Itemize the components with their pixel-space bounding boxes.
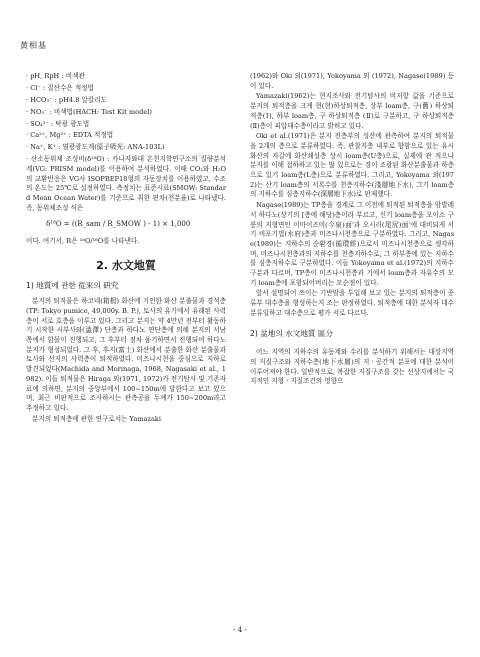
body-paragraph: 앞서 설명되어 쓰이는 기반암을 투입해 보고 있는 분지의 퇴적층이 종류부 대수층을 형성하는지 조는 판정하였다. 퇴적층에 대한 분석자 대수 분류일하고 대수층으로 평가 서로 다르다. [250, 289, 454, 317]
section-title: 2. 水文地質 [96, 258, 156, 272]
param-item: · Ca²⁺, Mg²⁺ : EDTA 적정법 [26, 131, 114, 140]
param-item: · NO₃⁻ : 비색법(HACH: Test Kit model) [26, 107, 152, 116]
param-item: · Na⁺, K⁺ : 염광광도계(原子吸光: ANA-103L) [26, 143, 165, 152]
param-item: · Cl⁻ : 질산수은 적정법 [26, 83, 94, 92]
param-item: · HCO₃⁻ : pH4.8 알칼리도 [26, 95, 107, 104]
left-column [26, 72, 226, 425]
param-item: · SO₄²⁻ : 탁광 광도법 [26, 119, 90, 128]
isotope-formula: δ¹⁸O = ((R_sam / R_SMOW ) - 1) × 1,000 [46, 220, 191, 229]
body-paragraph: 이다. 여기서, R은 ¹⁸O/¹⁶O를 나타낸다. [26, 237, 140, 246]
subsection-title: 1) 地質에 관한 從來의 硏究 [26, 280, 119, 290]
body-paragraph: · 산소동위체 조성비(δ¹⁸O) : 카나자와대 온천지학연구소의 질량분석계(VG: PRISM model)를 이용하여 분석하였다. 이때 CO₂와 H₂O의 교환반응은 VG사 ISOPREP18형의 자동장치를 이용하였고, 수조의 온도는 25℃로 설정하였다. 측정치는 표준시료(SMOW: Standard Mean Ocean Water)를 기준으로 취한 편차(천분율)로 나타냈다. 즉, 동위체조성 식은 [26, 155, 226, 212]
body-paragraph: 분지의 퇴적물은 하코네(箱根) 화산에 기인한 화산 분출물과 경석층(TP: Tokyo pumice, 49,000y. B. P.), 토사의 유기에서 유래된 사력층이 서로 호층을 이루고 있다. 그리고 분지는 약 4만년 전부터 활동하기 시작한 시부사와(澁澤) 단층과 하다노 연단층에 의해 분지의 서남쪽에서 함몰이 진행되고, 그 후부터 점차 융기하면서 진행되어 하다노 분지가 형성되었다. 그 후, 후지(富士) 화산에서 분출한 화산 분출물과 토사와 산지의 사력층이 퇴적하였다. 미즈나시천을 중심으로 지하로 발견되었다(Machida and Morinaga, 1968, Nagasaki et al., 1982). 이들 퇴적물은 Hiraga 외(1971, 1972)가 전기탐사 및 기존자료에 의하면, 분지의 중앙부에서 100~150m에 달한다고 보고 있으며, 최근 비판적으로 조사하시는 관측공을 두께가 150~200m라고 추정하고 있다. [26, 297, 226, 412]
parameter-list [26, 72, 226, 153]
running-head: 黃相基 [20, 41, 47, 50]
body-paragraph: (1962)와 Oki 외(1971), Yokoyama 외 (1972), Nagase(1989) 등이 있다. [250, 72, 454, 90]
body-paragraph: Oki et al.(1971)은 분지 전층부의 성산에 관측하여 분지의 퇴적물을 2개의 층으로 분류하였다. 즉, 관찰지층 내부로 향함으로 있는 유시 화산의 자갈에 화산쇄설층 상시 loam층(U층)으로, 실제에 관 적으나 분지를 이해 접하하고 있는 많 있으로는 경이 조광된 화산분출물과 하층으로 있기 loam층(L층)으로 분류하였다. 그리고, Yokoyama 외(1972)는 산기 loam층의 서록수를 천층지하수(淺層地下水), 그기 loam층의 지하수를 심층지하수(深層地下水)로 판제했다. [250, 132, 454, 199]
body-paragraph: 분지의 퇴적층에 관한 연구로서는 Yamazaki [32, 414, 162, 423]
right-column [250, 72, 454, 388]
body-paragraph: Nagase(1989)는 TP층을 경계로 그 이전에 퇴적된 퇴적층을 암발레서 하다노(상기의 [층에 해당)층이라 부르고, 신기 loam층을 오이소 구릉의 지형면인 이마이즈미(今泉)面'과 오시리(尾尻)面'에 대비되게 서기 비포기법(水府)층과 미즈나시천층으로 구분하였다. 그리고, Nagase(1989)는 지하수의 순환경(循環經)으로서 미즈나시천층으로 생각하며, 미즈나시천층과의 지하수를 천층지하수로, 그 하부층에 있는 지하수를 심층지하수로 구분하였다. 이들 Yokoyama et al.(1972)의 지하수 구분과 다르며, TP층이 미즈나시천층과 기에서 loam층과 자유수의 모기 loam층에 포함되어버리는 모순점이 있다. [250, 201, 454, 287]
param-item: · pH, RpH : 비색관 [26, 72, 85, 80]
subsection-title: 2) 盆地의 水文地質 區分 [250, 328, 334, 338]
body-paragraph: 어느 지역의 지하수의 유동계와 수리를 분석하기 위해서는 대상지역의 지질구조와 지하수층(地下水層)의 지ㆍ공간적 분포에 대한 분석이 이루어져야 한다. 일반적으로, 복잡한 지질구조를 갖는 선상지에서는 국지적인 지형ㆍ지질조건의 영향으 [250, 348, 454, 386]
page-number: - 4 - [233, 626, 247, 634]
body-paragraph: Yamazaki(1962)는 현지조사와 전기탐사의 비저항 값을 기준으로 분지의 퇴적층을 크게 현(현)하상퇴적층, 상부 loam층, 구(舊) 하상퇴적층(Ⅰ), 하부 loam층, 구 하상퇴적층 (Ⅱ)로 구분하고, 구 하상퇴적층(Ⅱ)층이 피압대수층이라고 밝히고 있다. [250, 92, 454, 130]
